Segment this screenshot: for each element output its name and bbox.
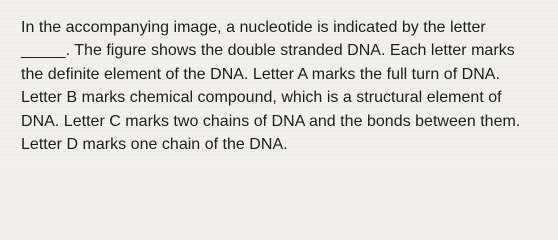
question-text: In the accompanying image, a nucleotide is indicated by the letter _____. The figure shows the double stranded DNA. Each letter marks the definite element of the DNA. Letter A marks the full turn of DNA. Letter B marks chemical compound, which is a structural element of DNA. Letter C marks two chains of DNA and the bonds between them. Letter D marks one chain of the DNA. <box>21 19 521 154</box>
